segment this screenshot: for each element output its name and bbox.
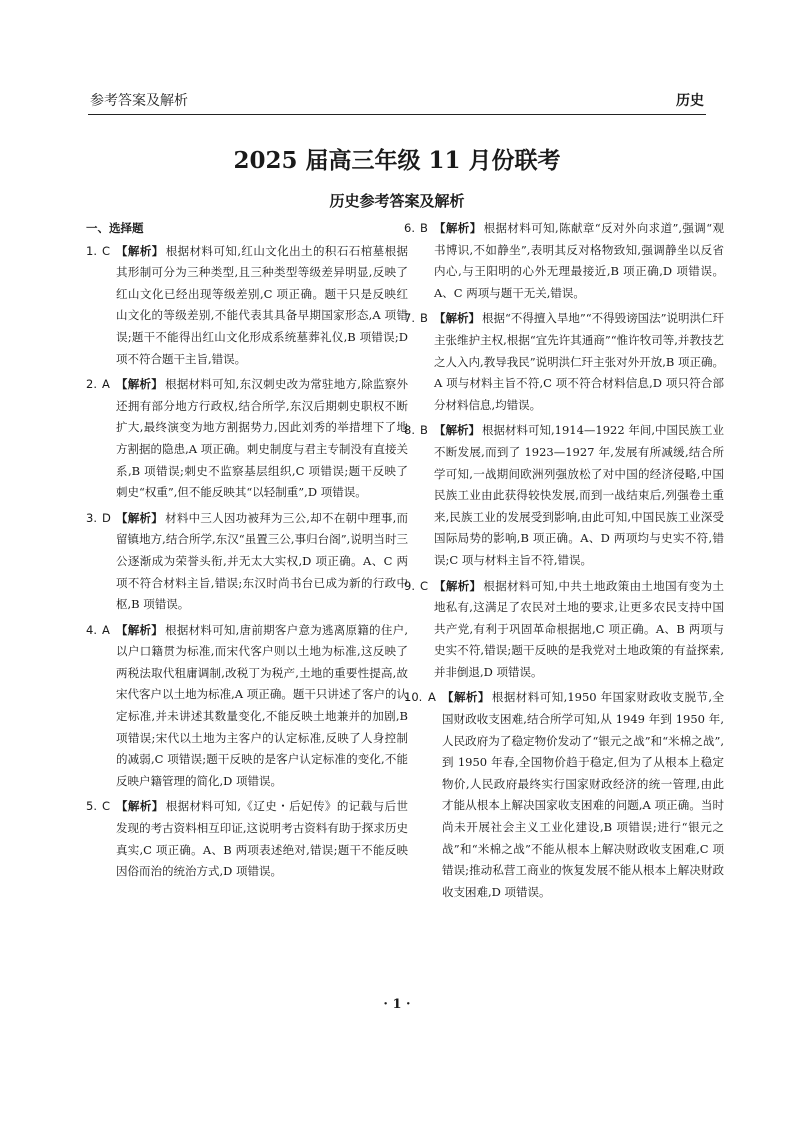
item-answer: B <box>420 221 428 235</box>
answer-item-2 <box>86 374 408 504</box>
analysis-tag: 【解析】 <box>116 510 164 525</box>
analysis-tag: 【解析】 <box>116 243 164 258</box>
item-text: 根据材料可知,1914—1922 年间,中国民族工业不断发展,而到了 1923—1927 年,发展有所减缓,结合所学可知,一战期间欧洲列强放松了对中国的经济侵略,中国民族工业由此获得较快发展,而到一战结束后,列强卷土重来,民族工业的发展受到影响,由此可知,中国民族工业深受国际局势的影响,B 项正确。A、D 两项均与史实不符,错误;C 项与材料主旨不符,错误。 <box>434 423 724 567</box>
header-left-label: 参考答案及解析 <box>90 93 188 109</box>
item-answer: B <box>420 311 428 326</box>
item-explanation <box>434 576 724 684</box>
answer-item-5 <box>86 796 408 882</box>
item-explanation <box>116 620 408 793</box>
analysis-tag: 【解析】 <box>434 423 480 438</box>
answer-item-4 <box>86 620 408 793</box>
item-answer: A <box>102 622 110 637</box>
item-answer: D <box>102 510 111 525</box>
analysis-tag: 【解析】 <box>434 311 480 326</box>
item-answer: B <box>420 423 428 438</box>
item-number: 10. <box>404 690 423 705</box>
item-text: 材料中三人因功被拜为三公,却不在朝中理事,而留镇地方,结合所学,东汉“虽置三公,事归台阁”,说明当时三公逐渐成为荣誉头衔,并无太大实权,D 项正确。A、C 两项不符合材料主旨,错误;东汉时尚书台已成为新的行政中枢,B 项错误。 <box>116 510 409 612</box>
right-column <box>404 218 724 907</box>
answer-item-9 <box>404 576 724 684</box>
answer-item-10 <box>404 687 724 903</box>
analysis-tag: 【解析】 <box>116 622 164 637</box>
item-text: 根据材料可知,中共土地政策由土地国有变为土地私有,这满足了农民对土地的要求,让更多农民支持中国共产党,有利于巩固革命根据地,C 项正确。A、B 两项与史实不符,错误;题干反映的是我党对土地政策的有益探索,并非倒退,D 项错误。 <box>434 578 724 679</box>
item-answer: C <box>420 578 429 593</box>
page-number: · 1 · <box>383 997 411 1012</box>
left-column <box>86 218 408 887</box>
item-text: 根据材料可知,陈献章“反对外向求道”,强调“观书博识,不如静坐”,表明其反对格物致知,强调静坐以反省内心,与王阳明的心外无理最接近,B 项正确,D 项错误。A、C 两项与题干无关,错误。 <box>434 221 724 300</box>
section-heading: 一、选择题 <box>86 221 144 235</box>
item-text: 根据材料可知,《辽史・后妃传》的记载与后世发现的考古资料相互印证,这说明考古资料有助于探求历史真实,C 项正确。A、B 两项表述绝对,错误;题干不能反映因俗而治的统治方式,D 项错误。 <box>116 799 409 879</box>
item-answer: C <box>102 243 111 258</box>
item-explanation <box>434 420 724 571</box>
item-text: 根据“不得擅入旱地”“不得毁谤国法”说明洪仁玕主张维护主权,根据“宜先许其通商”“惟许牧司等,并教技艺之人入内,教导我民”说明洪仁玕主张对外开放,B 项正确。A 项与材料主旨不符,C 项不符合材料信息,D 项只符合部分材料信息,均错误。 <box>434 311 725 412</box>
item-number: 3. <box>86 510 97 525</box>
answer-item-8 <box>404 420 724 571</box>
item-number: 5. <box>86 799 97 814</box>
item-answer: A <box>102 377 110 392</box>
analysis-tag: 【解析】 <box>434 221 482 235</box>
item-explanation <box>116 241 408 371</box>
analysis-tag: 【解析】 <box>442 690 490 705</box>
item-text: 根据材料可知,1950 年国家财政收支脱节,全国财政收支困难,结合所学可知,从 1949 年到 1950 年,人民政府为了稳定物价发动了“银元之战”和“米棉之战”,到 1950 年春,全国物价趋于稳定,但为了从根本上稳定物价,人民政府最终实行国家财政经济的统一管理,由此才能从根本上解决国家收支困难的问题,A 项正确。当时尚未开展社会主义工业化建设,B 项错误;进行“银元之战”和“米棉之战”不能从根本上解决财政收支困难,C 项错误;推动私营工商业的恢复发展不能从根本上解决财政收支困难,D 项错误。 <box>442 690 725 899</box>
item-explanation <box>442 687 724 903</box>
analysis-tag: 【解析】 <box>116 377 164 392</box>
header-subject-label: 历史 <box>676 93 704 109</box>
item-number: 7. <box>404 311 415 326</box>
page-subtitle: 历史参考答案及解析 <box>329 192 465 210</box>
item-number: 9. <box>404 578 415 593</box>
item-number: 4. <box>86 622 97 637</box>
answer-item-1 <box>86 241 408 371</box>
item-number: 1. <box>86 243 97 258</box>
answer-item-7 <box>404 308 724 416</box>
item-answer: A <box>428 690 436 705</box>
item-explanation <box>116 508 408 616</box>
item-answer: C <box>102 799 111 814</box>
answer-item-3 <box>86 508 408 616</box>
item-text: 根据材料可知,东汉刺史改为常驻地方,除监察外还拥有部分地方行政权,结合所学,东汉后期刺史职权不断扩大,最终演变为地方割据势力,因此刘秀的举措埋下了地方割据的隐患,A 项正确。刺史制度与君主专制没有直接关系,B 项错误;刺史不监察基层组织,C 项错误;题干反映了刺史“权重”,但不能反映其“以轻制重”,D 项错误。 <box>116 377 409 500</box>
item-number: 8. <box>404 423 415 438</box>
page-header <box>88 88 706 115</box>
item-explanation <box>434 218 724 304</box>
item-number: 6. <box>404 221 415 235</box>
item-explanation <box>116 374 408 504</box>
item-number: 2. <box>86 377 97 392</box>
item-text: 根据材料可知,红山文化出土的积石石棺墓根据其形制可分为三种类型,且三种类型等级差异明显,反映了红山文化已经出现等级差别,C 项正确。题干只是反映红山文化的等级差别,不能代表其具备早期国家形态,A 项错误;题干不能得出红山文化形成系统墓葬礼仪,B 项错误;D 项不符合题干主旨,错误。 <box>116 243 409 366</box>
item-explanation <box>434 308 724 416</box>
page-title: 2025 届高三年级 11 月份联考 <box>233 147 561 174</box>
item-explanation <box>116 796 408 882</box>
item-text: 根据材料可知,唐前期客户意为逃离原籍的住户,以户口籍贯为标准,而宋代客户则以土地为标准,这反映了两税法取代租庸调制,改税丁为税产,土地的重要性提高,故宋代客户以土地为标准,A 项正确。题干只讲述了客户的认定标准,并未讲述其数量变化,不能反映土地兼并的加剧,B 项错误;宋代以土地为主客户的认定标准,反映了人身控制的减弱,C 项错误;题干反映的是客户认定标准的变化,不能反映户籍管理的简化,D 项错误。 <box>116 622 409 788</box>
analysis-tag: 【解析】 <box>434 578 482 593</box>
analysis-tag: 【解析】 <box>116 799 164 814</box>
answer-item-6 <box>404 218 724 304</box>
